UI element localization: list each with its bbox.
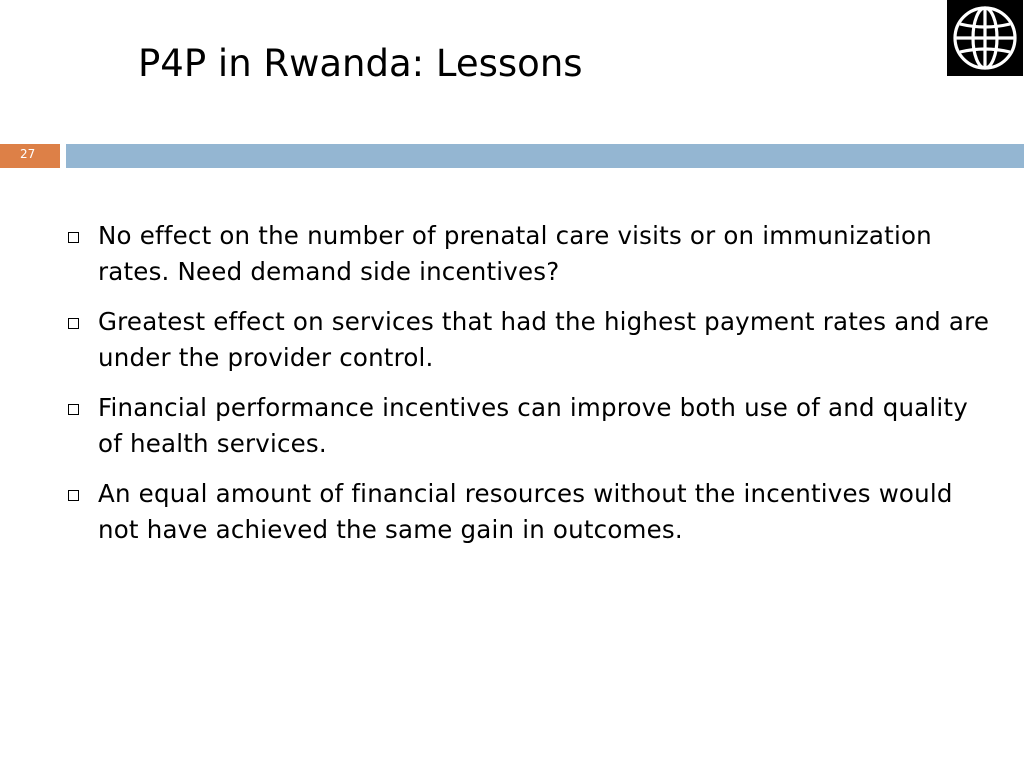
- slide-title: P4P in Rwanda: Lessons: [138, 42, 583, 85]
- square-bullet-icon: [68, 404, 79, 415]
- square-bullet-icon: [68, 232, 79, 243]
- bullet-text: An equal amount of financial resources without the incentives would not have achieved the same gain in outcomes.: [98, 479, 953, 544]
- square-bullet-icon: [68, 318, 79, 329]
- page-number: 27: [0, 144, 60, 168]
- bullet-text: Greatest effect on services that had the highest payment rates and are under the provider control.: [98, 307, 990, 372]
- bullet-item: [68, 218, 998, 290]
- bullet-text: Financial performance incentives can improve both use of and quality of health services.: [98, 393, 968, 458]
- square-bullet-icon: [68, 490, 79, 501]
- title-rule: [66, 144, 1024, 168]
- bullet-text: No effect on the number of prenatal care visits or on immunization rates. Need demand side incentives?: [98, 221, 932, 286]
- bullet-item: [68, 476, 998, 548]
- bullet-item: [68, 390, 998, 462]
- globe-logo-icon: [947, 0, 1023, 76]
- bullet-list: [68, 218, 998, 562]
- bullet-item: [68, 304, 998, 376]
